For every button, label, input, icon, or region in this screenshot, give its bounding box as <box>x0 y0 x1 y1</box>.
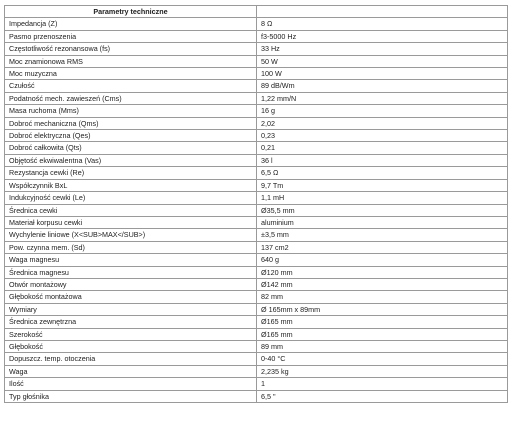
param-value: 36 l <box>257 154 508 166</box>
param-value: Ø 165mm x 89mm <box>257 303 508 315</box>
param-value: 6,5 Ω <box>257 167 508 179</box>
table-row <box>5 328 508 340</box>
table-row <box>5 365 508 377</box>
table-row <box>5 378 508 390</box>
param-name: Materiał korpusu cewki <box>5 216 257 228</box>
table-row <box>5 154 508 166</box>
param-value: 16 g <box>257 105 508 117</box>
param-name: Indukcyjność cewki (Le) <box>5 192 257 204</box>
param-value: 1,22 mm/N <box>257 92 508 104</box>
param-name: Dobroć całkowita (Qts) <box>5 142 257 154</box>
table-row <box>5 353 508 365</box>
table-row <box>5 390 508 402</box>
param-value: Ø35,5 mm <box>257 204 508 216</box>
param-name: Wychylenie liniowe (X<SUB>MAX</SUB>) <box>5 229 257 241</box>
param-name: Pow. czynna mem. (Sd) <box>5 241 257 253</box>
param-name: Średnica cewki <box>5 204 257 216</box>
param-name: Impedancja (Z) <box>5 18 257 30</box>
table-row <box>5 216 508 228</box>
table-row <box>5 303 508 315</box>
param-value: 6,5 " <box>257 390 508 402</box>
param-name: Średnica zewnętrzna <box>5 316 257 328</box>
param-name: Otwór montażowy <box>5 278 257 290</box>
param-value: Ø165 mm <box>257 328 508 340</box>
param-value: Ø165 mm <box>257 316 508 328</box>
param-value: Ø120 mm <box>257 266 508 278</box>
param-name: Głębokość montażowa <box>5 291 257 303</box>
param-value: 2,02 <box>257 117 508 129</box>
table-row <box>5 291 508 303</box>
table-row <box>5 266 508 278</box>
param-value: 1 <box>257 378 508 390</box>
param-value: f3-5000 Hz <box>257 30 508 42</box>
table-title: Parametry techniczne <box>5 6 257 18</box>
param-value: aluminium <box>257 216 508 228</box>
table-row <box>5 278 508 290</box>
table-title-blank <box>257 6 508 18</box>
param-name: Szerokość <box>5 328 257 340</box>
param-name: Współczynnik BxL <box>5 179 257 191</box>
param-value: 100 W <box>257 68 508 80</box>
parameters-table <box>4 5 508 403</box>
table-row <box>5 167 508 179</box>
param-value: 1,1 mH <box>257 192 508 204</box>
param-name: Podatność mech. zawieszeń (Cms) <box>5 92 257 104</box>
table-header-row <box>5 6 508 18</box>
param-name: Masa ruchoma (Mms) <box>5 105 257 117</box>
param-name: Moc znamionowa RMS <box>5 55 257 67</box>
param-name: Głębokość <box>5 340 257 352</box>
table-row <box>5 142 508 154</box>
param-name: Dopuszcz. temp. otoczenia <box>5 353 257 365</box>
param-value: 640 g <box>257 254 508 266</box>
table-row <box>5 340 508 352</box>
table-row <box>5 92 508 104</box>
table-row <box>5 55 508 67</box>
param-name: Rezystancja cewki (Re) <box>5 167 257 179</box>
param-value: 82 mm <box>257 291 508 303</box>
table-row <box>5 68 508 80</box>
param-name: Czułość <box>5 80 257 92</box>
param-value: 89 dB/Wm <box>257 80 508 92</box>
param-value: 8 Ω <box>257 18 508 30</box>
param-value: 89 mm <box>257 340 508 352</box>
param-name: Średnica magnesu <box>5 266 257 278</box>
param-name: Pasmo przenoszenia <box>5 30 257 42</box>
table-row <box>5 192 508 204</box>
param-name: Objętość ekwiwalentna (Vas) <box>5 154 257 166</box>
param-name: Moc muzyczna <box>5 68 257 80</box>
param-name: Waga <box>5 365 257 377</box>
param-value: 9,7 Tm <box>257 179 508 191</box>
param-value: 50 W <box>257 55 508 67</box>
param-name: Dobroć mechaniczna (Qms) <box>5 117 257 129</box>
table-row <box>5 80 508 92</box>
param-name: Typ głośnika <box>5 390 257 402</box>
table-row <box>5 241 508 253</box>
table-row <box>5 179 508 191</box>
table-row <box>5 229 508 241</box>
table-row <box>5 130 508 142</box>
param-name: Wymiary <box>5 303 257 315</box>
table-row <box>5 204 508 216</box>
param-name: Dobroć elektryczna (Qes) <box>5 130 257 142</box>
param-value: Ø142 mm <box>257 278 508 290</box>
param-value: 0,23 <box>257 130 508 142</box>
param-value: 137 cm2 <box>257 241 508 253</box>
table-row <box>5 30 508 42</box>
param-name: Waga magnesu <box>5 254 257 266</box>
param-name: Częstotliwość rezonansowa (fs) <box>5 43 257 55</box>
param-value: 33 Hz <box>257 43 508 55</box>
param-value: ±3,5 mm <box>257 229 508 241</box>
table-row <box>5 18 508 30</box>
table-row <box>5 316 508 328</box>
param-value: 2,235 kg <box>257 365 508 377</box>
param-value: 0,21 <box>257 142 508 154</box>
param-value: 0-40 °C <box>257 353 508 365</box>
table-row <box>5 254 508 266</box>
table-row <box>5 105 508 117</box>
table-row <box>5 117 508 129</box>
param-name: Ilość <box>5 378 257 390</box>
table-row <box>5 43 508 55</box>
